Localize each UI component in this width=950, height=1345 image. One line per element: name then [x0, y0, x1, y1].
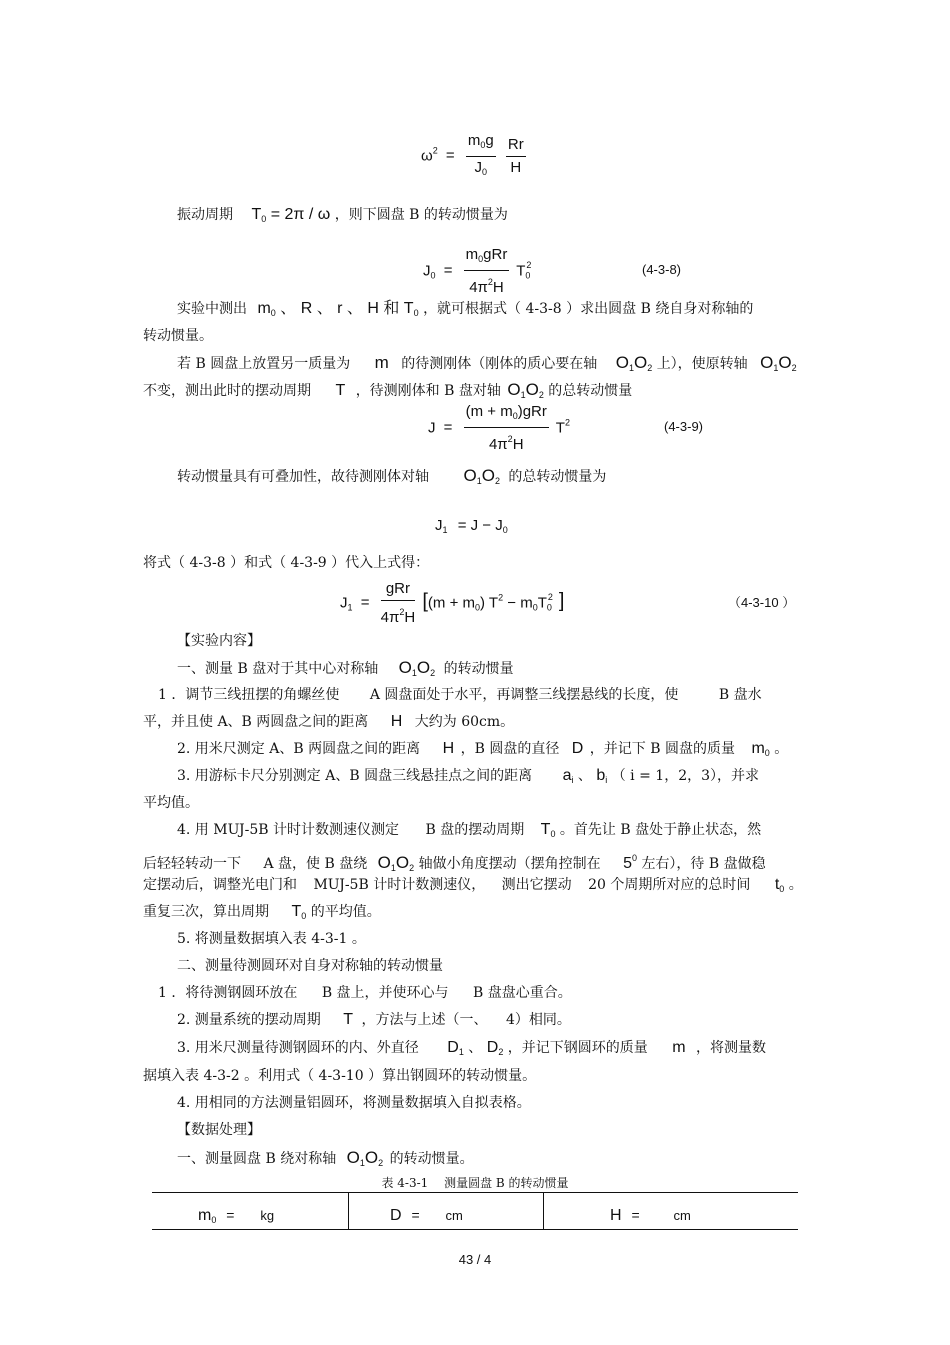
equation-number: (4-3-8): [642, 262, 682, 277]
table-divider: [348, 1193, 349, 1229]
table-cell-d: D = cm: [390, 1207, 463, 1224]
list-item: 4. 用相同的方法测量铝圆环，将测量数据填入自拟表格。: [177, 1095, 531, 1111]
list-item: 5. 将测量数据填入表 4-3-1 。: [177, 931, 366, 947]
subsection-heading: 一、测量圆盘 B 绕对称轴 $O_1O_2$ 的转动惯量。: [177, 1148, 474, 1168]
list-item: 4. 用 MUJ-5B 计时计数测速仪测定 B 盘的摆动周期 $T_0$ 。首先让 B 盘处于静止状态，然: [177, 821, 762, 839]
equation-j1-expanded: $J_1$ = $\frac{\text{gRr}}{4\pi^2H}$ [$(m + m_0)$ $T^2 - m_0T_0^2$ ]: [340, 580, 565, 626]
list-item: 重复三次，算出周期 $T_0$ 的平均值。: [143, 903, 381, 921]
table-cell-h: H = cm: [610, 1207, 691, 1224]
equation-j1: $J_1 = J - J_0$: [435, 517, 508, 535]
equation-number: （4-3-10 ）: [728, 595, 796, 610]
list-item: 后轻轻转动一下 A 盘，使 B 盘绕 $O_1O_2$ 轴做小角度摆动（摆角控制在 $5^0$ 左右），待 B 盘做稳: [143, 853, 766, 873]
fraction: $\frac{Rr}{H}$: [507, 136, 524, 176]
equation-j: J = $\frac{(m + m_0)gRr}{4\pi^2H}$ $T^2$: [428, 403, 570, 453]
table-cell-m0: $m_0$ = kg: [198, 1207, 275, 1225]
paragraph: 不变，测出此时的摆动周期 T ，待测刚体和 B 盘对轴 $O_1O_2$ 的总转动惯量: [143, 380, 633, 400]
paragraph-period: 振动周期 $T_0 = 2\pi / \omega$ ，则下圆盘 B 的转动惯量为: [177, 206, 508, 224]
list-item: 定摆动后，调整光电门和 MUJ-5B 计时计数测速仪， 测出它摆动 20 个周期所对应的总时间 $t_0$ 。: [143, 876, 803, 894]
table-divider: [543, 1193, 544, 1229]
section-heading: 【实验内容】: [177, 633, 261, 649]
subsection-heading: 一、测量 B 盘对于其中心对称轴 $O_1O_2$ 的转动惯量: [177, 658, 514, 678]
equation-j0: $J_0$ = $\frac{m_0gRr}{4\pi^2H}$ $T_0^2$: [423, 246, 532, 296]
equation-number: (4-3-9): [664, 419, 704, 434]
section-heading: 【数据处理】: [177, 1122, 261, 1138]
equation-omega: $\omega^2$ = $\frac{m_0g}{J_0}$ $\frac{Rr}{H}$: [421, 132, 529, 181]
list-item: 平，并且使 A、B 两圆盘之间的距离 H 大约为 60cm。: [143, 713, 515, 730]
list-item: 2. 用米尺测定 A、B 两圆盘之间的距离 H ，B 圆盘的直径 D ，并记下 B 圆盘的质量 $m_0$ 。: [177, 740, 789, 758]
list-item: 3. 用米尺测量待测钢圆环的内、外直径 $D_1$ 、 $D_2$ ，并记下钢圆环的质量 m ，将测量数: [177, 1039, 767, 1057]
paragraph: 转动惯量具有可叠加性，故待测刚体对轴 $O_1O_2$ 的总转动惯量为: [177, 466, 607, 486]
table-caption: 表 4-3-1 测量圆盘 B 的转动惯量: [381, 1176, 569, 1190]
paragraph: 将式（ 4-3-8 ）和式（ 4-3-9 ）代入上式得：: [143, 555, 430, 571]
list-item: 3. 用游标卡尺分别测定 A、B 圆盘三线悬挂点之间的距离 $a_i$ 、 $b_i$ （ i = 1，2，3），并求: [177, 767, 760, 785]
list-item: 1 ．调节三线扭摆的角螺丝使 A 圆盘面处于水平，再调整三线摆悬线的长度，使 B 盘水: [158, 687, 762, 703]
data-table: [152, 1192, 798, 1230]
fraction: $\frac{m_0g}{J_0}$: [467, 132, 494, 177]
page-number: 43 / 4: [458, 1252, 492, 1267]
list-item: 据填入表 4-3-2 。利用式（ 4-3-10 ）算出钢圆环的转动惯量。: [143, 1068, 537, 1084]
list-item: 1 ．将待测钢圆环放在 B 盘上，并使环心与 B 盘盘心重合。: [158, 985, 572, 1001]
subsection-heading: 二、测量待测圆环对自身对称轴的转动惯量: [177, 958, 443, 974]
paragraph: 实验中测出 $m_0$ 、 R 、 r 、 H 和 $T_0$ ，就可根据式（ 4-3-8 ）求出圆盘 B 绕自身对称轴的: [177, 300, 754, 318]
paragraph: 若 B 圆盘上放置另一质量为 m 的待测刚体（刚体的质心要在轴 $O_1O_2$ 上），使原转轴 $O_1O_2$: [177, 353, 797, 373]
list-item: 平均值。: [143, 795, 199, 811]
list-item: 2. 测量系统的摆动周期 T ，方法与上述（一、 4）相同。: [177, 1011, 571, 1028]
paragraph: 转动惯量。: [143, 328, 213, 344]
